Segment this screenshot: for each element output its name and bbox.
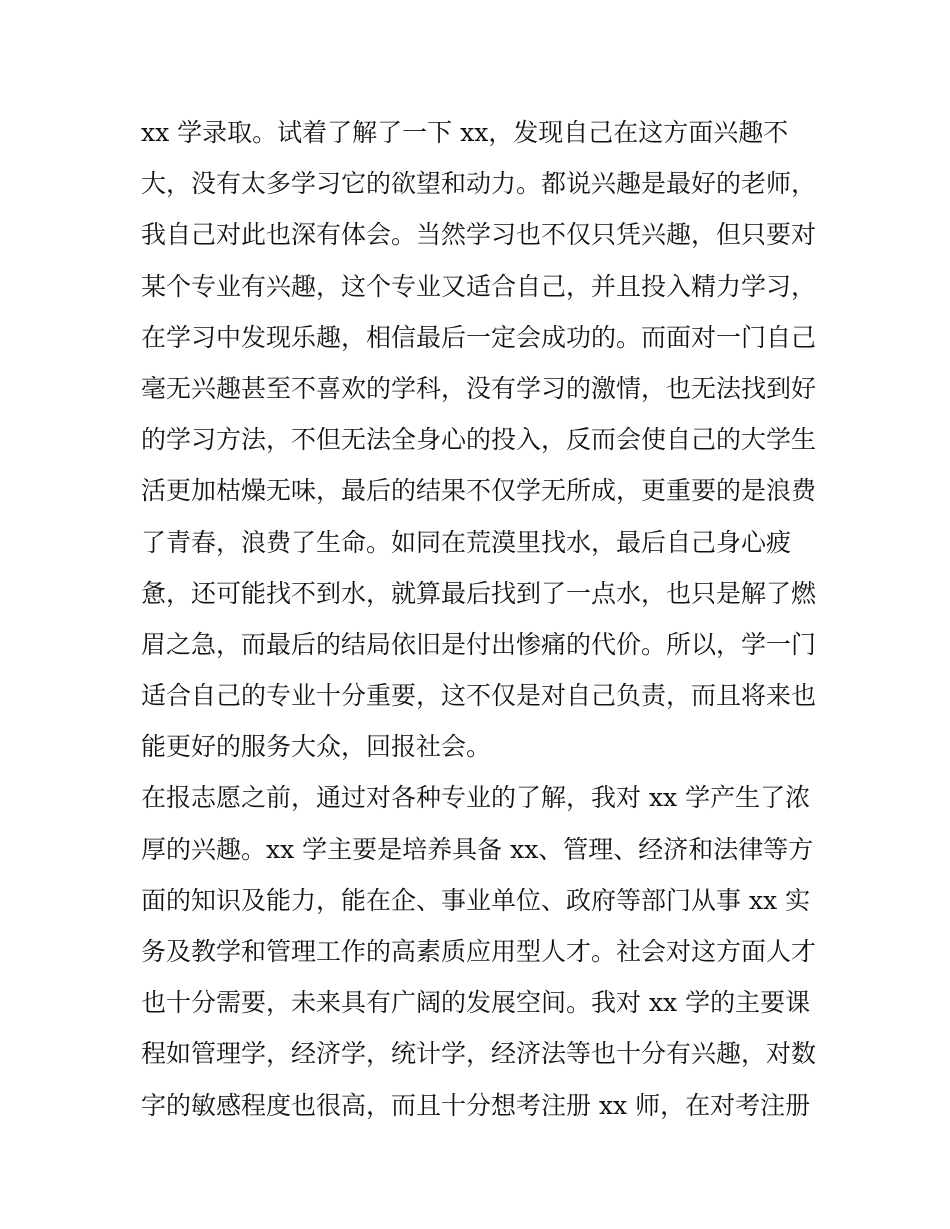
text-line: 了青春，浪费了生命。如同在荒漠里找水，最后自己身心疲 bbox=[141, 527, 792, 557]
text-line: 在学习中发现乐趣，相信最后一定会成功的。而面对一门自己 bbox=[141, 322, 817, 352]
text-line: 某个专业有兴趣，这个专业又适合自己，并且投入精力学习， bbox=[141, 271, 817, 301]
text-line: 活更加枯燥无味，最后的结果不仅学无所成，更重要的是浪费 bbox=[141, 476, 817, 506]
text-line: 眉之急，而最后的结局依旧是付出惨痛的代价。所以，学一门 bbox=[141, 629, 817, 659]
text-line: 厚的兴趣。xx 学主要是培养具备 xx、管理、经济和法律等方 bbox=[141, 834, 814, 864]
text-line: 适合自己的专业十分重要，这不仅是对自己负责，而且将来也 bbox=[141, 681, 817, 711]
text-line: 字的敏感程度也很高，而且十分想考注册 xx 师，在对考注册 bbox=[141, 1090, 811, 1120]
body-text bbox=[141, 107, 841, 1131]
text-line: 的学习方法，不但无法全身心的投入，反而会使自己的大学生 bbox=[141, 425, 817, 455]
text-line: 惫，还可能找不到水，就算最后找到了一点水，也只是解了燃 bbox=[141, 578, 817, 608]
text-line: 我自己对此也深有体会。当然学习也不仅只凭兴趣，但只要对 bbox=[141, 220, 817, 250]
text-line: 也十分需要，未来具有广阔的发展空间。我对 xx 学的主要课 bbox=[141, 988, 811, 1018]
text-line: 能更好的服务大众，回报社会。 bbox=[141, 732, 492, 762]
text-line: 毫无兴趣甚至不喜欢的学科，没有学习的激情，也无法找到好 bbox=[141, 373, 817, 403]
text-line: 务及教学和管理工作的高素质应用型人才。社会对这方面人才 bbox=[141, 937, 817, 966]
text-line: xx 学录取。试着了解了一下 xx，发现自己在这方面兴趣不 bbox=[141, 118, 789, 147]
text-line: 在报志愿之前，通过对各种专业的了解，我对 xx 学产生了浓 bbox=[141, 783, 811, 813]
text-line: 面的知识及能力，能在企、事业单位、政府等部门从事 xx 实 bbox=[141, 885, 811, 915]
text-line: 程如管理学，经济学，统计学，经济法等也十分有兴趣，对数 bbox=[141, 1039, 817, 1069]
text-line: 大，没有太多学习它的欲望和动力。都说兴趣是最好的老师， bbox=[141, 169, 817, 199]
